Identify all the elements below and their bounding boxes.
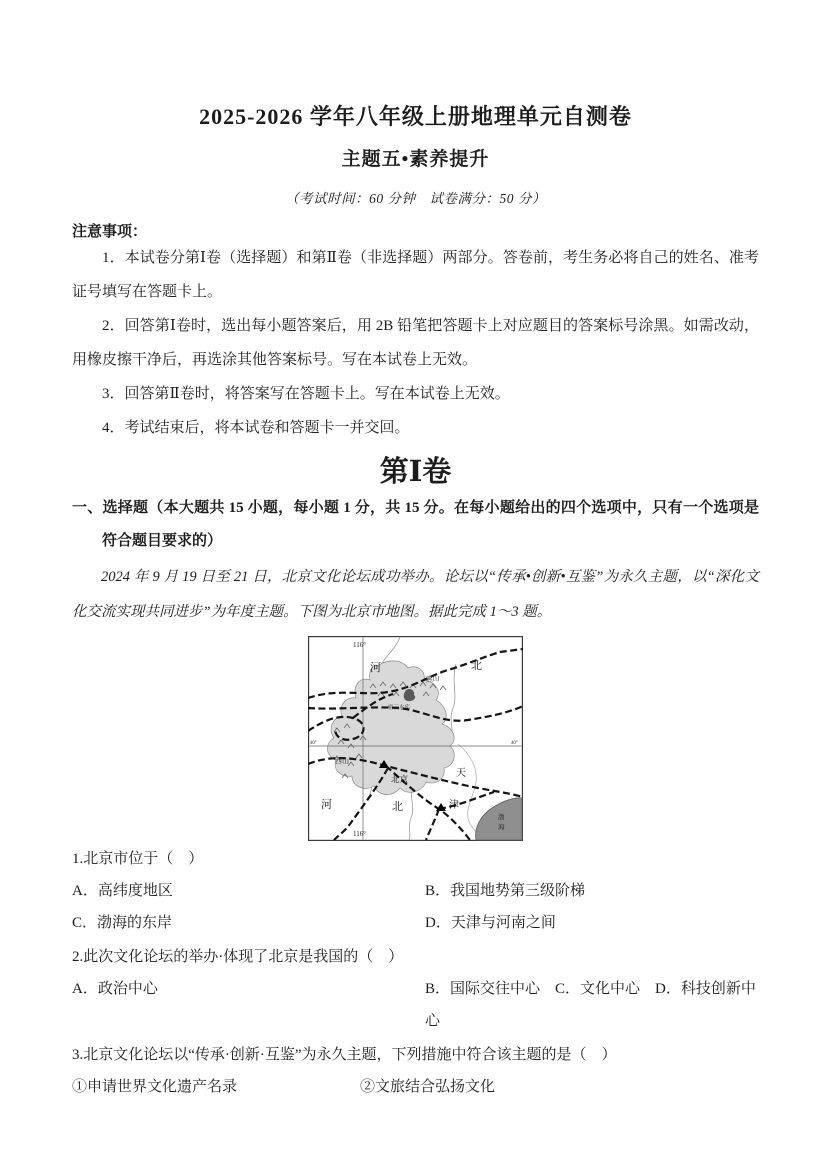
question-group-intro: 2024 年 9 月 19 日至 21 日，北京文化论坛成功举办。论坛以“传承•创新•互鉴”为永久主题，以“深化文化交流实现共同进步”为年度主题。下图为北京市地图。据此完成 1～3 题。 (72, 569, 759, 620)
xishan-label: 西山 (335, 757, 349, 765)
question-2 (72, 941, 759, 1037)
options-2BCD: B．国际交往中心 C．文化中心 D．科技创新中心 (425, 981, 756, 1029)
section-1-title: 第Ⅰ卷 (379, 456, 452, 488)
lon-label-bottom: 116° (353, 830, 367, 838)
lon-label-top: 116° (353, 641, 367, 649)
question-1-options-row-1 (72, 875, 759, 907)
lat-label-left: 40° (310, 741, 317, 746)
beijing-label: 北京 (391, 774, 409, 784)
page-title: 2025-2026 学年八年级上册地理单元自测卷 (199, 104, 632, 129)
question-1-options-row-2 (72, 907, 759, 939)
hebei-bottom-label-he: 河 (321, 799, 332, 811)
option-1B: B．我国地势第三级阶梯 (425, 883, 586, 899)
hebei-top-label-bei: 北 (471, 660, 482, 672)
question-2-stem: 2.此次文化论坛的举办·体现了北京是我国的（ ） (72, 949, 404, 965)
lat-label-right: 40° (511, 741, 518, 746)
tianjin-label-tian: 天 (456, 768, 466, 779)
notice-item-3: 3．回答第Ⅱ卷时，将答案写在答题卡上。写在本试卷上无效。 (102, 386, 510, 402)
question-3-items-row-1 (72, 1071, 759, 1103)
option-1C: C．渤海的东岸 (72, 915, 173, 931)
option-2A: A．政治中心 (72, 981, 158, 997)
question-1-stem: 1.北京市位于（ ） (72, 851, 204, 867)
bohai-label-bo: 渤 (498, 814, 505, 821)
item-circle-1: ①申请世界文化遗产名录 (72, 1079, 238, 1095)
question-3-stem: 3.北京文化论坛以“传承·创新·互鉴”为永久主题，下列措施中符合该主题的是（ ） (72, 1047, 617, 1063)
exam-info: （考试时间：60 分钟 试卷满分：50 分） (285, 191, 546, 206)
option-1A: A．高纬度地区 (72, 883, 173, 899)
question-3 (72, 1039, 759, 1103)
miyun-label: 密云水库 (388, 705, 411, 711)
page-subtitle: 主题五•素养提升 (341, 149, 490, 170)
question-2-options-row-1 (72, 973, 759, 1037)
notice-item-2: 2．回答第Ⅰ卷时，选出每小题答案后，用 2B 铅笔把答题卡上对应题目的答案标号涂黑。如需改动，用橡皮擦干净后，再选涂其他答案标号。写在本试卷上无效。 (72, 318, 759, 368)
tianjin-label-jin: 津 (449, 800, 459, 811)
beijing-map-figure (72, 636, 759, 841)
section-1-instruction: 一、选择题（本大题共 15 小题，每小题 1 分，共 15 分。在每小题给出的四个选项中，只有一个选项是符合题目要求的） (72, 500, 759, 549)
bohai-label-hai: 海 (498, 824, 505, 831)
item-circle-2: ②文旅结合弘扬文化 (360, 1079, 496, 1095)
hebei-top-label-he: 河 (370, 662, 381, 674)
question-1 (72, 843, 759, 939)
notice-item-1: 1．本试卷分第Ⅰ卷（选择题）和第Ⅱ卷（非选择题）两部分。答卷前，考生务必将自己的姓名、准考证号填写在答题卡上。 (72, 250, 759, 300)
hebei-bottom-label-bei: 北 (392, 801, 403, 813)
beijing-map (308, 636, 523, 841)
yanshan-label: 燕山 (425, 674, 441, 684)
notice-item-4: 4．考试结束后，将本试卷和答题卡一并交回。 (102, 420, 410, 436)
option-1D: D．天津与河南之间 (425, 915, 556, 931)
notice-heading: 注意事项： (72, 224, 148, 240)
